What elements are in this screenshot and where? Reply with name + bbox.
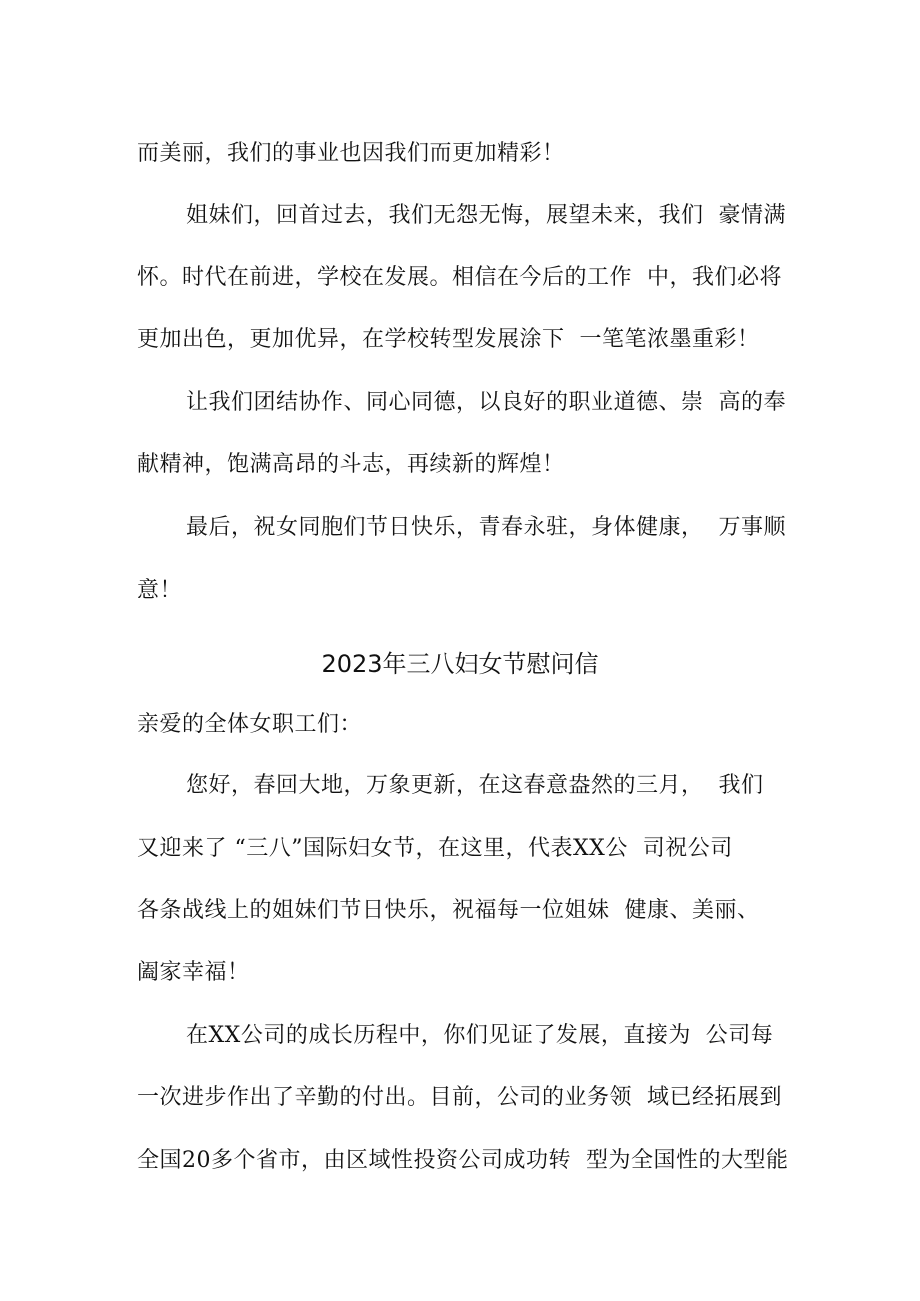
- text-line: 一次进步作出了辛勤的付出。目前，公司的业务领 域已经拓展到: [137, 1085, 782, 1110]
- text-line: 各条战线上的姐妹们节日快乐，祝福每一位姐妹 健康、美丽、: [137, 898, 760, 923]
- text-line: 全国20多个省市，由区域性投资公司成功转 型为全国性的大型能: [137, 1148, 789, 1173]
- text-line: 更加出色，更加优异，在学校转型发展涂下 一笔笔浓墨重彩！: [137, 327, 760, 352]
- text-line: 怀。时代在前进，学校在发展。相信在今后的工作 中，我们必将: [137, 265, 782, 290]
- letter-title: 2023年三八妇女节慰问信: [321, 650, 599, 678]
- text-line: 阖家幸福！: [137, 960, 250, 985]
- text-line: 意！: [137, 578, 183, 603]
- text-line: 而美丽，我们的事业也因我们而更加精彩！: [137, 141, 565, 166]
- text-line: 又迎来了 “三八”国际妇女节，在这里，代表XX公 司祝公司: [137, 836, 733, 861]
- text-line: 姐妹们，回首过去，我们无怨无悔，展望未来，我们 豪情满: [186, 203, 786, 228]
- text-line: 您好，春回大地，万象更新，在这春意盎然的三月， 我们: [186, 773, 764, 798]
- text-line: 在XX公司的成长历程中，你们见证了发展，直接为 公司每: [186, 1023, 774, 1048]
- letter-salutation: 亲爱的全体女职工们：: [137, 712, 363, 737]
- text-line: 让我们团结协作、同心同德，以良好的职业道德、崇 高的奉: [186, 390, 786, 415]
- text-line: 献精神，饱满高昂的斗志，再续新的辉煌！: [137, 452, 565, 477]
- text-line: 最后，祝女同胞们节日快乐，青春永驻，身体健康， 万事顺: [186, 515, 786, 540]
